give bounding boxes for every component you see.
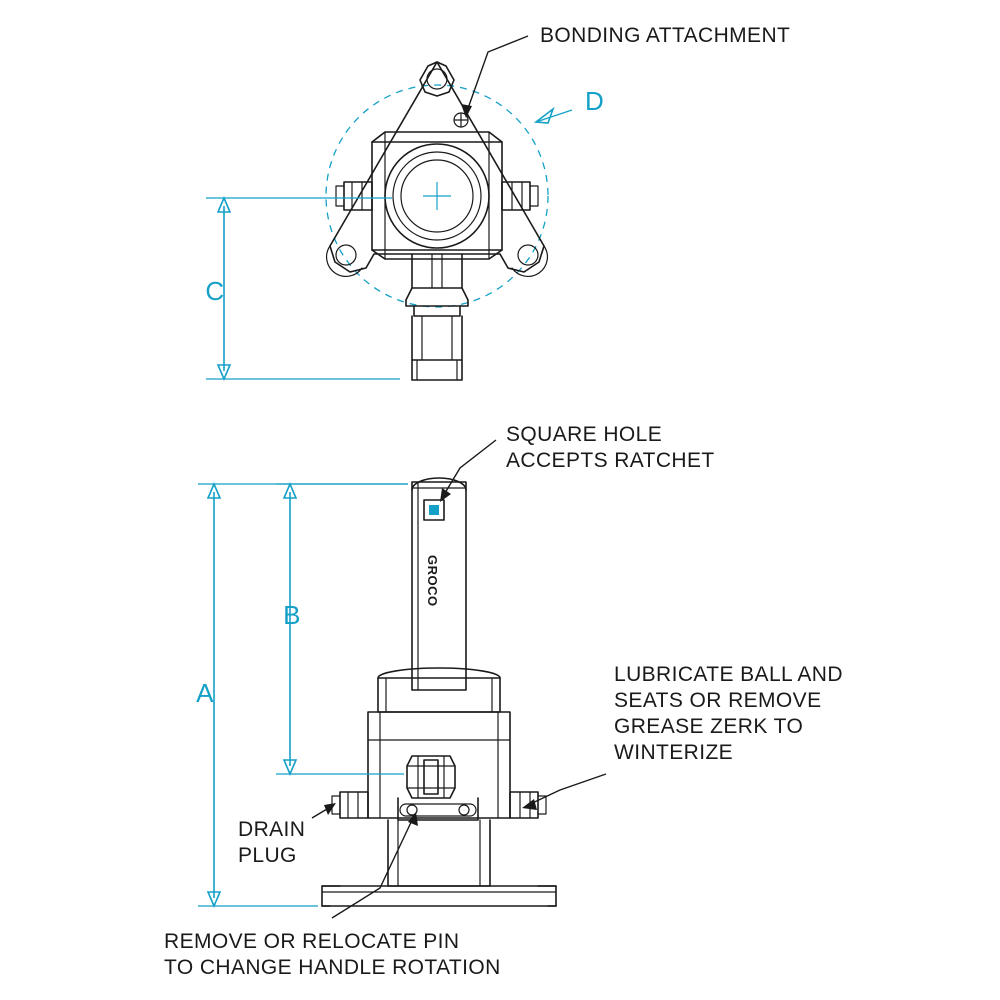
callout-bonding-attachment <box>461 24 790 118</box>
callout-drain-plug-line1: DRAIN <box>238 818 306 841</box>
callout-drain-plug <box>238 803 336 867</box>
callout-bonding-attachment-line1: BONDING ATTACHMENT <box>540 24 791 47</box>
dimension-d-label: D <box>585 86 605 116</box>
top-view-drawing <box>326 62 548 380</box>
dimension-a-label: A <box>196 678 214 708</box>
dimension-b-label: B <box>283 600 301 630</box>
callout-lubricate <box>522 663 843 810</box>
callout-square-hole <box>440 423 715 502</box>
callout-lubricate-line4: WINTERIZE <box>614 741 734 764</box>
callout-square-hole-line2: ACCEPTS RATCHET <box>506 449 715 472</box>
callout-handle-rotation-line2: TO CHANGE HANDLE ROTATION <box>164 956 501 979</box>
dimension-c-group <box>205 198 400 379</box>
callout-drain-plug-line2: PLUG <box>238 844 297 867</box>
side-view-drawing <box>322 478 556 906</box>
callout-lubricate-line1: LUBRICATE BALL AND <box>614 663 843 686</box>
callout-lubricate-line2: SEATS OR REMOVE <box>614 689 822 712</box>
dimension-b-group <box>276 484 408 774</box>
brand-label: GROCO <box>425 555 440 607</box>
dimension-c-label: C <box>205 276 225 306</box>
dimension-a-group <box>196 484 408 906</box>
callout-square-hole-line1: SQUARE HOLE <box>506 423 663 446</box>
callout-handle-rotation-line1: REMOVE OR RELOCATE PIN <box>164 930 460 953</box>
callout-lubricate-line3: GREASE ZERK TO <box>614 715 804 738</box>
dimension-d-group <box>536 86 604 123</box>
